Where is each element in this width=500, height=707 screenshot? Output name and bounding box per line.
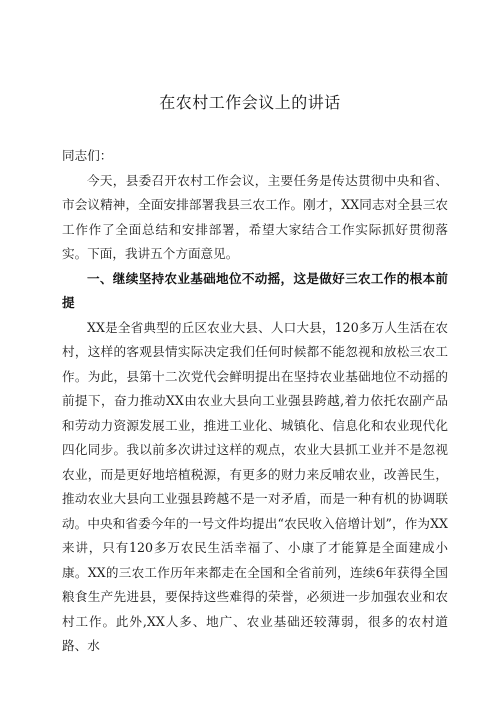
section-heading: 一、继续坚持农业基础地位不动摇，这是做好三农工作的根本前提: [62, 270, 448, 310]
document-title: 在农村工作会议上的讲话: [159, 93, 341, 112]
salutation: 同志们：: [62, 148, 113, 163]
intro-paragraph: 今天，县委召开农村工作会议，主要任务是传达贯彻中央和省、市会议精神，全面安排部署我县三农工作。刚才，XX同志对全县三农工作作了全面总结和安排部署，希望大家结合工作实际抓好贯彻落实。下面，我讲五个方面意见。: [62, 172, 448, 261]
section-paragraph: XX是全省典型的丘区农业大县、人口大县，120多万人生活在农村，这样的客观县情实际决定我们任何时候都不能忽视和放松三农工作。为此，县第十二次党代会鲜明提出在坚持农业基础地位不动摇的前提下，奋力推动XX由农业大县向工业强县跨越,着力依托农副产品和劳动力资源发展工业，推进工业化、城镇化、信息化和农业现代化四化同步。我以前多次讲过这样的观点，农业大县抓工业并不是忽视农业，而是更好地培植税源，有更多的财力来反哺农业，改善民生，推动农业大县向工业强县跨越不是一对矛盾，而是一种有机的协调联动。中央和省委今年的一号文件均提出“农民收入倍增计划”，作为XX来讲，只有120多万农民生活幸福了、小康了才能算是全面建成小康。XX的三农工作历年来都走在全国和全省前列，连续6年获得全国粮食生产先进县，要保持这些难得的荣誉，必须进一步加强农业和农村工作。此外,XX人多、地广、农业基础还较薄弱，很多的农村道路、水: [62, 319, 448, 653]
document-body: [62, 144, 448, 659]
